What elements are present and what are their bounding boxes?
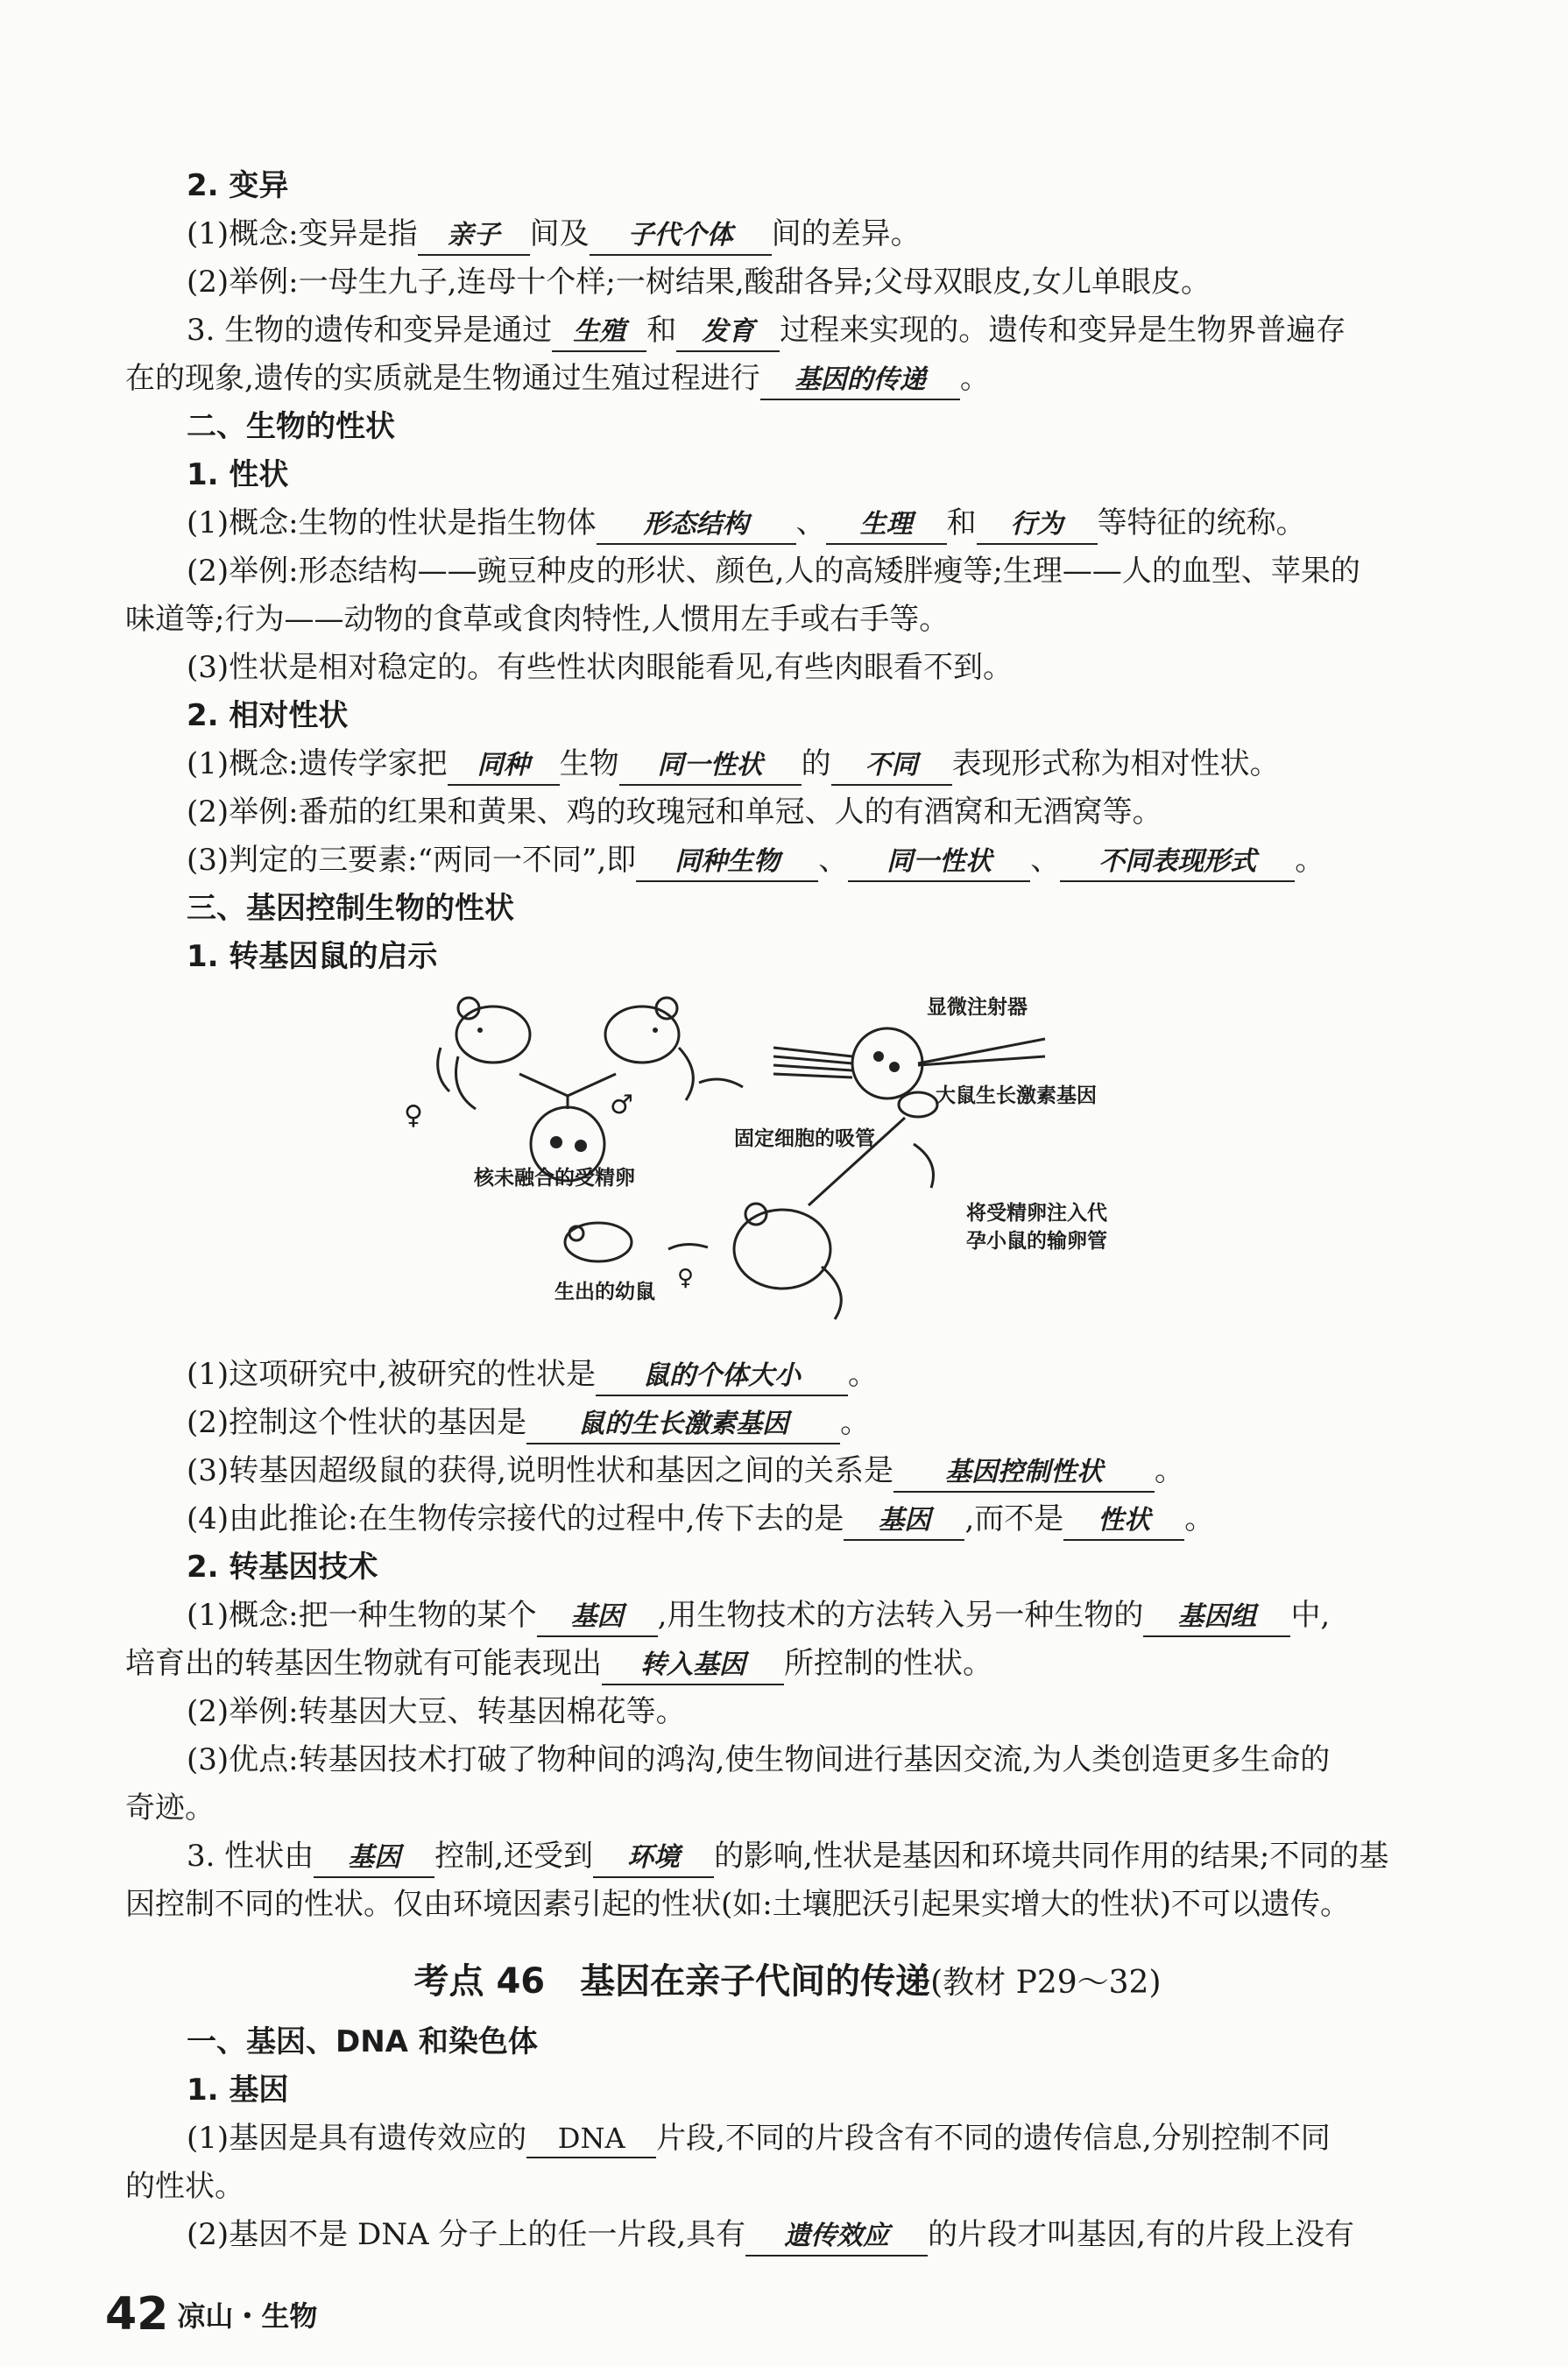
answer-blank: 生殖 [552, 314, 646, 352]
answer-blank: 不同表现形式 [1060, 844, 1295, 882]
text: 。 [840, 1405, 871, 1440]
text: 中, [1290, 1598, 1331, 1633]
answer-blank: 性状 [1063, 1502, 1184, 1541]
subheading-transgenic-tech: 2. 转基因技术 [187, 1550, 378, 1585]
mouse-question-2 [125, 1399, 1450, 1447]
text: (1)概念:把一种生物的某个 [187, 1598, 537, 1633]
mouse-question-1 [125, 1351, 1450, 1399]
section-heading-gene-control: 三、基因控制生物的性状 [187, 891, 514, 926]
offspring-mouse [565, 1223, 632, 1261]
transgenic-concept [125, 1592, 1450, 1640]
answer-blank: 基因 [844, 1502, 964, 1541]
subheading-transgenic-mouse: 1. 转基因鼠的启示 [187, 939, 438, 974]
label-pipette: 固定细胞的吸管 [734, 1127, 875, 1150]
answer-blank: 环境 [593, 1840, 714, 1878]
text: 控制,还受到 [434, 1839, 594, 1874]
label-inject-2: 孕小鼠的输卵管 [966, 1230, 1107, 1253]
female-symbol: ♀ [404, 1100, 423, 1131]
variation-concept [125, 210, 1450, 258]
section-heading-traits: 二、生物的性状 [187, 409, 395, 444]
key-point-46-heading [125, 1955, 1450, 2009]
answer-blank: 生理 [826, 506, 947, 545]
text: 培育出的转基因生物就有可能表现出 [125, 1646, 602, 1681]
trait-example: (2)举例:形态结构——豌豆种皮的形状、颜色,人的高矮胖瘦等;生理——人的血型、苹果的 [187, 554, 1360, 589]
subheading-variation: 2. 变异 [187, 168, 289, 203]
text: (1)概念:变异是指 [187, 216, 418, 251]
female-symbol-2: ♀ [677, 1265, 695, 1291]
transgenic-advantage-cont: 奇迹。 [125, 1790, 215, 1826]
relative-trait-rule [125, 837, 1450, 885]
text: ,用生物技术的方法转入另一种生物的 [657, 1598, 1144, 1633]
egg-cell [852, 1028, 922, 1098]
answer-blank: 同种生物 [636, 844, 818, 882]
text: 过程来实现的。遗传和变异是生物界普遍存 [780, 313, 1346, 348]
label-zygote: 核未融合的受精卵 [474, 1167, 635, 1190]
mouse-right [605, 1006, 679, 1063]
male-symbol: ♂ [610, 1090, 633, 1120]
text: 、 [795, 505, 826, 540]
subheading-trait: 1. 性状 [187, 457, 289, 492]
text: 片段,不同的片段含有不同的遗传信息,分别控制不同 [656, 2121, 1331, 2156]
variation-example: (2)举例:一母生九子,连母十个样;一树结果,酸甜各异;父母双眼皮,女儿单眼皮。 [187, 265, 1211, 300]
trait-stable: (3)性状是相对稳定的。有些性状肉眼能看见,有些肉眼看不到。 [187, 650, 1013, 685]
answer-blank: 同种 [448, 747, 560, 786]
answer-blank: 子代个体 [590, 217, 772, 256]
answer-blank: 鼠的生长激素基因 [526, 1406, 840, 1444]
publication-name: 凉山・生物 [177, 2299, 318, 2333]
answer-blank: 基因 [314, 1840, 434, 1878]
text: 。 [1154, 1453, 1184, 1488]
section-heading-gene-dna: 一、基因、DNA 和染色体 [187, 2024, 538, 2059]
gene-definition [125, 2115, 1450, 2163]
text: 。 [1295, 843, 1325, 878]
arrow-2 [914, 1144, 934, 1188]
answer-blank: 行为 [977, 506, 1098, 545]
gene-segment [125, 2211, 1450, 2259]
text: (2)控制这个性状的基因是 [187, 1405, 527, 1440]
paragraph-gene-environment-cont: 因控制不同的性状。仅由环境因素引起的性状(如:土壤肥沃引起果实增大的性状)不可以遗传。 [125, 1887, 1350, 1922]
text: 。 [1184, 1501, 1215, 1536]
answer-blank: 基因 [537, 1599, 658, 1637]
answer-blank: 基因的传递 [760, 362, 960, 400]
textbook-reference: (教材 P29～32) [930, 1965, 1162, 2001]
answer-blank: 同一性状 [848, 844, 1030, 882]
text: (1)这项研究中,被研究的性状是 [187, 1357, 596, 1392]
answer-blank: 转入基因 [602, 1647, 784, 1685]
answer-blank: 不同 [831, 747, 952, 786]
text: (1)基因是具有遗传效应的 [187, 2121, 527, 2156]
text: 3. 生物的遗传和变异是通过 [187, 313, 553, 348]
relative-trait-concept [125, 740, 1450, 788]
answer-blank: 亲子 [418, 217, 530, 256]
figure-drawing [125, 986, 1450, 1345]
mouse-question-3 [125, 1447, 1450, 1495]
text: 间的差异。 [771, 216, 921, 251]
subheading-gene: 1. 基因 [187, 2073, 289, 2108]
relative-trait-example: (2)举例:番茄的红果和黄果、鸡的玫瑰冠和单冠、人的有酒窝和无酒窝等。 [187, 795, 1162, 830]
text: 在的现象,遗传的实质就是生物通过生殖过程进行 [125, 361, 760, 396]
trait-concept [125, 499, 1450, 547]
text: 3. 性状由 [187, 1839, 314, 1874]
transgenic-example: (2)举例:转基因大豆、转基因棉花等。 [187, 1694, 686, 1729]
text: 。 [959, 361, 990, 396]
answer-blank: 基因组 [1143, 1599, 1290, 1637]
paragraph-3 [125, 307, 1450, 355]
page-content [125, 162, 1450, 2259]
text: (4)由此推论:在生物传宗接代的过程中,传下去的是 [187, 1501, 844, 1536]
text: 所控制的性状。 [784, 1646, 992, 1681]
arrow-1 [699, 1079, 743, 1087]
mouse-question-4 [125, 1495, 1450, 1543]
mouse-left [456, 1006, 530, 1063]
transgenic-concept-cont [125, 1640, 1450, 1688]
text: 等特征的统称。 [1097, 505, 1306, 540]
arrow-3 [668, 1244, 708, 1249]
text: 和 [646, 313, 677, 348]
label-inject: 将受精卵注入代 [966, 1202, 1107, 1225]
text: 的 [801, 746, 831, 781]
label-microinjector: 显微注射器 [927, 996, 1028, 1019]
text: 的影响,性状是基因和环境共同作用的结果;不同的基 [714, 1839, 1389, 1874]
text: 生物 [559, 746, 619, 781]
label-offspring: 生出的幼鼠 [554, 1281, 655, 1303]
answer-blank: 鼠的个体大小 [596, 1358, 848, 1396]
label-gh-gene: 大鼠生长激素基因 [936, 1084, 1097, 1107]
text: 、 [818, 843, 849, 878]
answer-blank: 遗传效应 [745, 2218, 928, 2257]
transgenic-advantage: (3)优点:转基因技术打破了物种间的鸿沟,使生物间进行基因交流,为人类创造更多生命的 [187, 1742, 1331, 1777]
text: 间及 [529, 216, 590, 251]
answer-blank: 基因控制性状 [893, 1454, 1155, 1493]
trait-example-cont: 味道等;行为——动物的食草或食肉特性,人惯用左手或右手等。 [125, 602, 950, 637]
answer-blank: 发育 [676, 314, 780, 352]
answer-blank: DNA [526, 2120, 656, 2158]
key-point-title: 考点 46 基因在亲子代间的传递 [413, 1961, 931, 2002]
text: (1)概念:生物的性状是指生物体 [187, 505, 597, 540]
answer-blank: 形态结构 [597, 506, 796, 545]
answer-blank: 同一性状 [619, 747, 802, 786]
gene-definition-cont: 的性状。 [125, 2169, 244, 2204]
subheading-relative-trait: 2. 相对性状 [187, 698, 349, 733]
paragraph-gene-environment [125, 1833, 1450, 1881]
text: ,而不是 [964, 1501, 1064, 1536]
text: (3)转基因超级鼠的获得,说明性状和基因之间的关系是 [187, 1453, 893, 1488]
text: 、 [1030, 843, 1061, 878]
mouse-left-tail [456, 1056, 477, 1109]
page-number: 42 [105, 2288, 169, 2341]
transgenic-mouse-figure [125, 986, 1450, 1345]
text: 。 [847, 1357, 878, 1392]
text: (1)概念:遗传学家把 [187, 746, 448, 781]
text: (2)基因不是 DNA 分子上的任一片段,具有 [187, 2217, 746, 2252]
page-footer [105, 2288, 317, 2341]
text: 表现形式称为相对性状。 [951, 746, 1280, 781]
text: 和 [946, 505, 977, 540]
text: 的片段才叫基因,有的片段上没有 [928, 2217, 1354, 2252]
mouse-right-tail [679, 1048, 693, 1100]
paragraph-3-cont [125, 355, 1450, 403]
text: (3)判定的三要素:“两同一不同”,即 [187, 843, 637, 878]
